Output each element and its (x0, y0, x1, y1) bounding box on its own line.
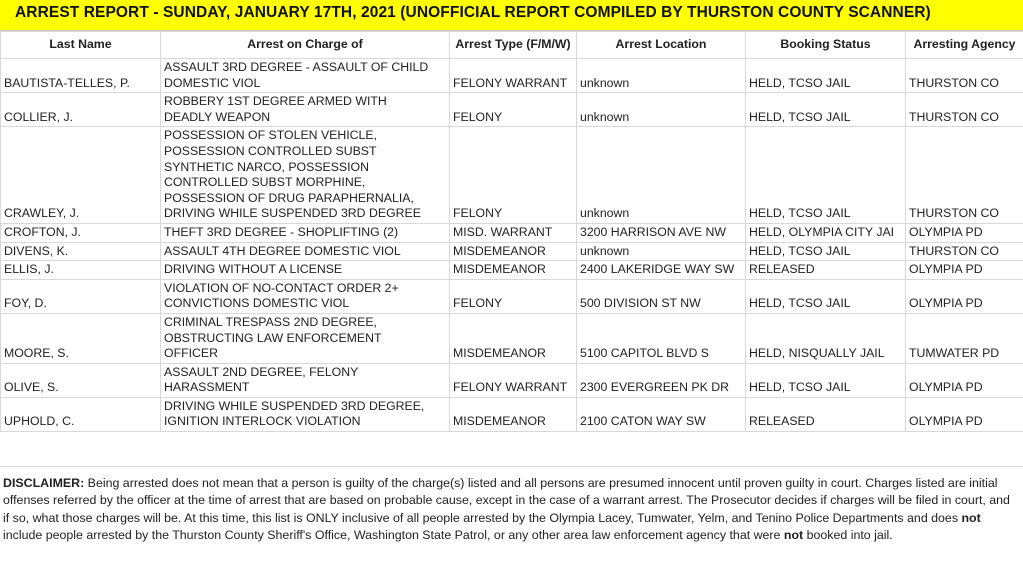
arrest-type-cell: MISDEMEANOR (450, 313, 577, 363)
table-header-row (1, 32, 1023, 59)
charge-cell (161, 397, 450, 431)
last-name-cell: CRAWLEY, J. (1, 127, 161, 224)
arresting-agency-cell: OLYMPIA PD (906, 279, 1023, 313)
arresting-agency-cell: OLYMPIA PD (906, 223, 1023, 242)
arrest-location-cell: 2400 LAKERIDGE WAY SW (577, 261, 746, 280)
header-arrest-type: Arrest Type (F/M/W) (450, 32, 577, 59)
charge-line: THEFT 3RD DEGREE - SHOPLIFTING (2) (164, 224, 399, 239)
arrest-location-cell: unknown (577, 93, 746, 127)
charge-cell (161, 93, 450, 127)
table-row (1, 93, 1023, 127)
arrest-type-cell: MISD. WARRANT (450, 223, 577, 242)
charge-line: OFFICER (164, 346, 218, 361)
arrest-type-cell: FELONY (450, 279, 577, 313)
disclaimer (0, 466, 1023, 567)
booking-status-cell: HELD, TCSO JAIL (746, 59, 906, 93)
charge-line: DRIVING WHILE SUSPENDED 3RD DEGREE, (164, 398, 425, 413)
table-row (1, 397, 1023, 431)
last-name-cell: CROFTON, J. (1, 223, 161, 242)
table-body (1, 59, 1023, 432)
report-title: ARREST REPORT - SUNDAY, JANUARY 17TH, 2021 (UNOFFICIAL REPORT COMPILED BY THURSTON COUNTY SCANNER) (15, 4, 931, 21)
table-row (1, 261, 1023, 280)
header-arresting-agency: Arresting Agency (906, 32, 1023, 59)
disclaimer-label: DISCLAIMER: (3, 476, 85, 490)
charge-line: DRIVING WITHOUT A LICENSE (164, 262, 343, 277)
header-booking-status: Booking Status (746, 32, 906, 59)
last-name-cell: COLLIER, J. (1, 93, 161, 127)
arrest-location-cell: 500 DIVISION ST NW (577, 279, 746, 313)
arrest-location-cell: 2100 CATON WAY SW (577, 397, 746, 431)
booking-status-cell: RELEASED (746, 261, 906, 280)
disclaimer-text-1: Being arrested does not mean that a person is guilty of the charge(s) listed and all persons are presumed innocent until proven guilty in court. Charges listed are initial offenses referred by the officer at the time of arrest that are based on probable cause, except in the case of a warrant arrest. The Prosecutor decides if charges will be filed in court, and if so, what those charges will be. At this time, this list is ONLY inclusive of all people arrested by the Olympia Lacey, Tumwater, Yelm, and Tenino Police Departments and does (3, 476, 1010, 525)
table-row (1, 363, 1023, 397)
report-title-bar (0, 0, 1023, 31)
charge-cell (161, 313, 450, 363)
charge-line: HARASSMENT (164, 380, 250, 395)
charge-cell (161, 363, 450, 397)
charge-cell (161, 261, 450, 280)
charge-line: ASSAULT 3RD DEGREE - ASSAULT OF CHILD (164, 60, 429, 74)
charge-line: IGNITION INTERLOCK VIOLATION (164, 414, 361, 429)
arresting-agency-cell: THURSTON CO (906, 127, 1023, 224)
charge-line: CONTROLLED SUBST MORPHINE, (164, 175, 366, 190)
table-row (1, 242, 1023, 261)
arresting-agency-cell: OLYMPIA PD (906, 397, 1023, 431)
arrest-type-cell: FELONY WARRANT (450, 59, 577, 93)
disclaimer-not-1: not (961, 510, 981, 525)
booking-status-cell: HELD, TCSO JAIL (746, 242, 906, 261)
disclaimer-not-2: not (783, 528, 804, 543)
charge-line: VIOLATION OF NO-CONTACT ORDER 2+ (164, 280, 399, 295)
table-row (1, 223, 1023, 242)
last-name-cell: ELLIS, J. (1, 261, 161, 280)
charge-cell (161, 59, 450, 93)
arrest-type-cell: FELONY WARRANT (450, 363, 577, 397)
arrest-table (0, 31, 1023, 432)
booking-status-cell: HELD, TCSO JAIL (746, 279, 906, 313)
table-row (1, 59, 1023, 93)
charge-line: CRIMINAL TRESPASS 2ND DEGREE, (164, 314, 377, 329)
booking-status-cell: HELD, TCSO JAIL (746, 93, 906, 127)
charge-line: DEADLY WEAPON (164, 109, 271, 124)
booking-status-cell: HELD, TCSO JAIL (746, 363, 906, 397)
last-name-cell: OLIVE, S. (1, 363, 161, 397)
disclaimer-text-2: include people arrested by the Thurston County Sheriff's Office, Washington State Patrol, or any other area law enforcement agency that were (3, 528, 784, 543)
charge-line: SYNTHETIC NARCO, POSSESSION (164, 159, 369, 174)
arrest-location-cell: 3200 HARRISON AVE NW (577, 223, 746, 242)
arresting-agency-cell: OLYMPIA PD (906, 261, 1023, 280)
arresting-agency-cell: THURSTON CO (906, 93, 1023, 127)
arresting-agency-cell: THURSTON CO (906, 59, 1023, 93)
arrest-location-cell: unknown (577, 59, 746, 93)
booking-status-cell: RELEASED (746, 397, 906, 431)
arrest-location-cell: unknown (577, 242, 746, 261)
arresting-agency-cell: TUMWATER PD (906, 313, 1023, 363)
arrest-type-cell: MISDEMEANOR (450, 397, 577, 431)
charge-line: DRIVING WHILE SUSPENDED 3RD DEGREE (164, 206, 421, 221)
table-row (1, 127, 1023, 224)
last-name-cell: DIVENS, K. (1, 242, 161, 261)
booking-status-cell: HELD, NISQUALLY JAIL (746, 313, 906, 363)
charge-cell (161, 279, 450, 313)
booking-status-cell: HELD, OLYMPIA CITY JAI (746, 223, 906, 242)
charge-line: ASSAULT 4TH DEGREE DOMESTIC VIOL (164, 243, 401, 258)
last-name-cell: UPHOLD, C. (1, 397, 161, 431)
table-row (1, 313, 1023, 363)
charge-line: OBSTRUCTING LAW ENFORCEMENT (164, 330, 382, 345)
charge-line: ASSAULT 2ND DEGREE, FELONY (164, 364, 359, 379)
arrest-type-cell: MISDEMEANOR (450, 261, 577, 280)
charge-line: POSSESSION OF DRUG PARAPHERNALIA, (164, 190, 414, 205)
arresting-agency-cell: THURSTON CO (906, 242, 1023, 261)
last-name-cell: BAUTISTA-TELLES, P. (1, 59, 161, 93)
header-arrest-location: Arrest Location (577, 32, 746, 59)
last-name-cell: MOORE, S. (1, 313, 161, 363)
arrest-type-cell: FELONY (450, 127, 577, 224)
arresting-agency-cell: OLYMPIA PD (906, 363, 1023, 397)
booking-status-cell: HELD, TCSO JAIL (746, 127, 906, 224)
charge-line: POSSESSION OF STOLEN VEHICLE, (164, 128, 377, 143)
charge-line: DOMESTIC VIOL (164, 75, 261, 90)
charge-line: CONVICTIONS DOMESTIC VIOL (164, 296, 350, 311)
charge-line: POSSESSION CONTROLLED SUBST (164, 143, 377, 158)
arrest-location-cell: 5100 CAPITOL BLVD S (577, 313, 746, 363)
charge-cell (161, 223, 450, 242)
header-last-name: Last Name (1, 32, 161, 59)
arrest-type-cell: MISDEMEANOR (450, 242, 577, 261)
last-name-cell: FOY, D. (1, 279, 161, 313)
charge-cell (161, 242, 450, 261)
charge-cell (161, 127, 450, 224)
table-row (1, 279, 1023, 313)
arrest-location-cell: unknown (577, 127, 746, 224)
arrest-type-cell: FELONY (450, 93, 577, 127)
arrest-location-cell: 2300 EVERGREEN PK DR (577, 363, 746, 397)
disclaimer-text-3: booked into jail. (803, 528, 893, 543)
charge-line: ROBBERY 1ST DEGREE ARMED WITH (164, 94, 387, 109)
header-charge: Arrest on Charge of (161, 32, 450, 59)
